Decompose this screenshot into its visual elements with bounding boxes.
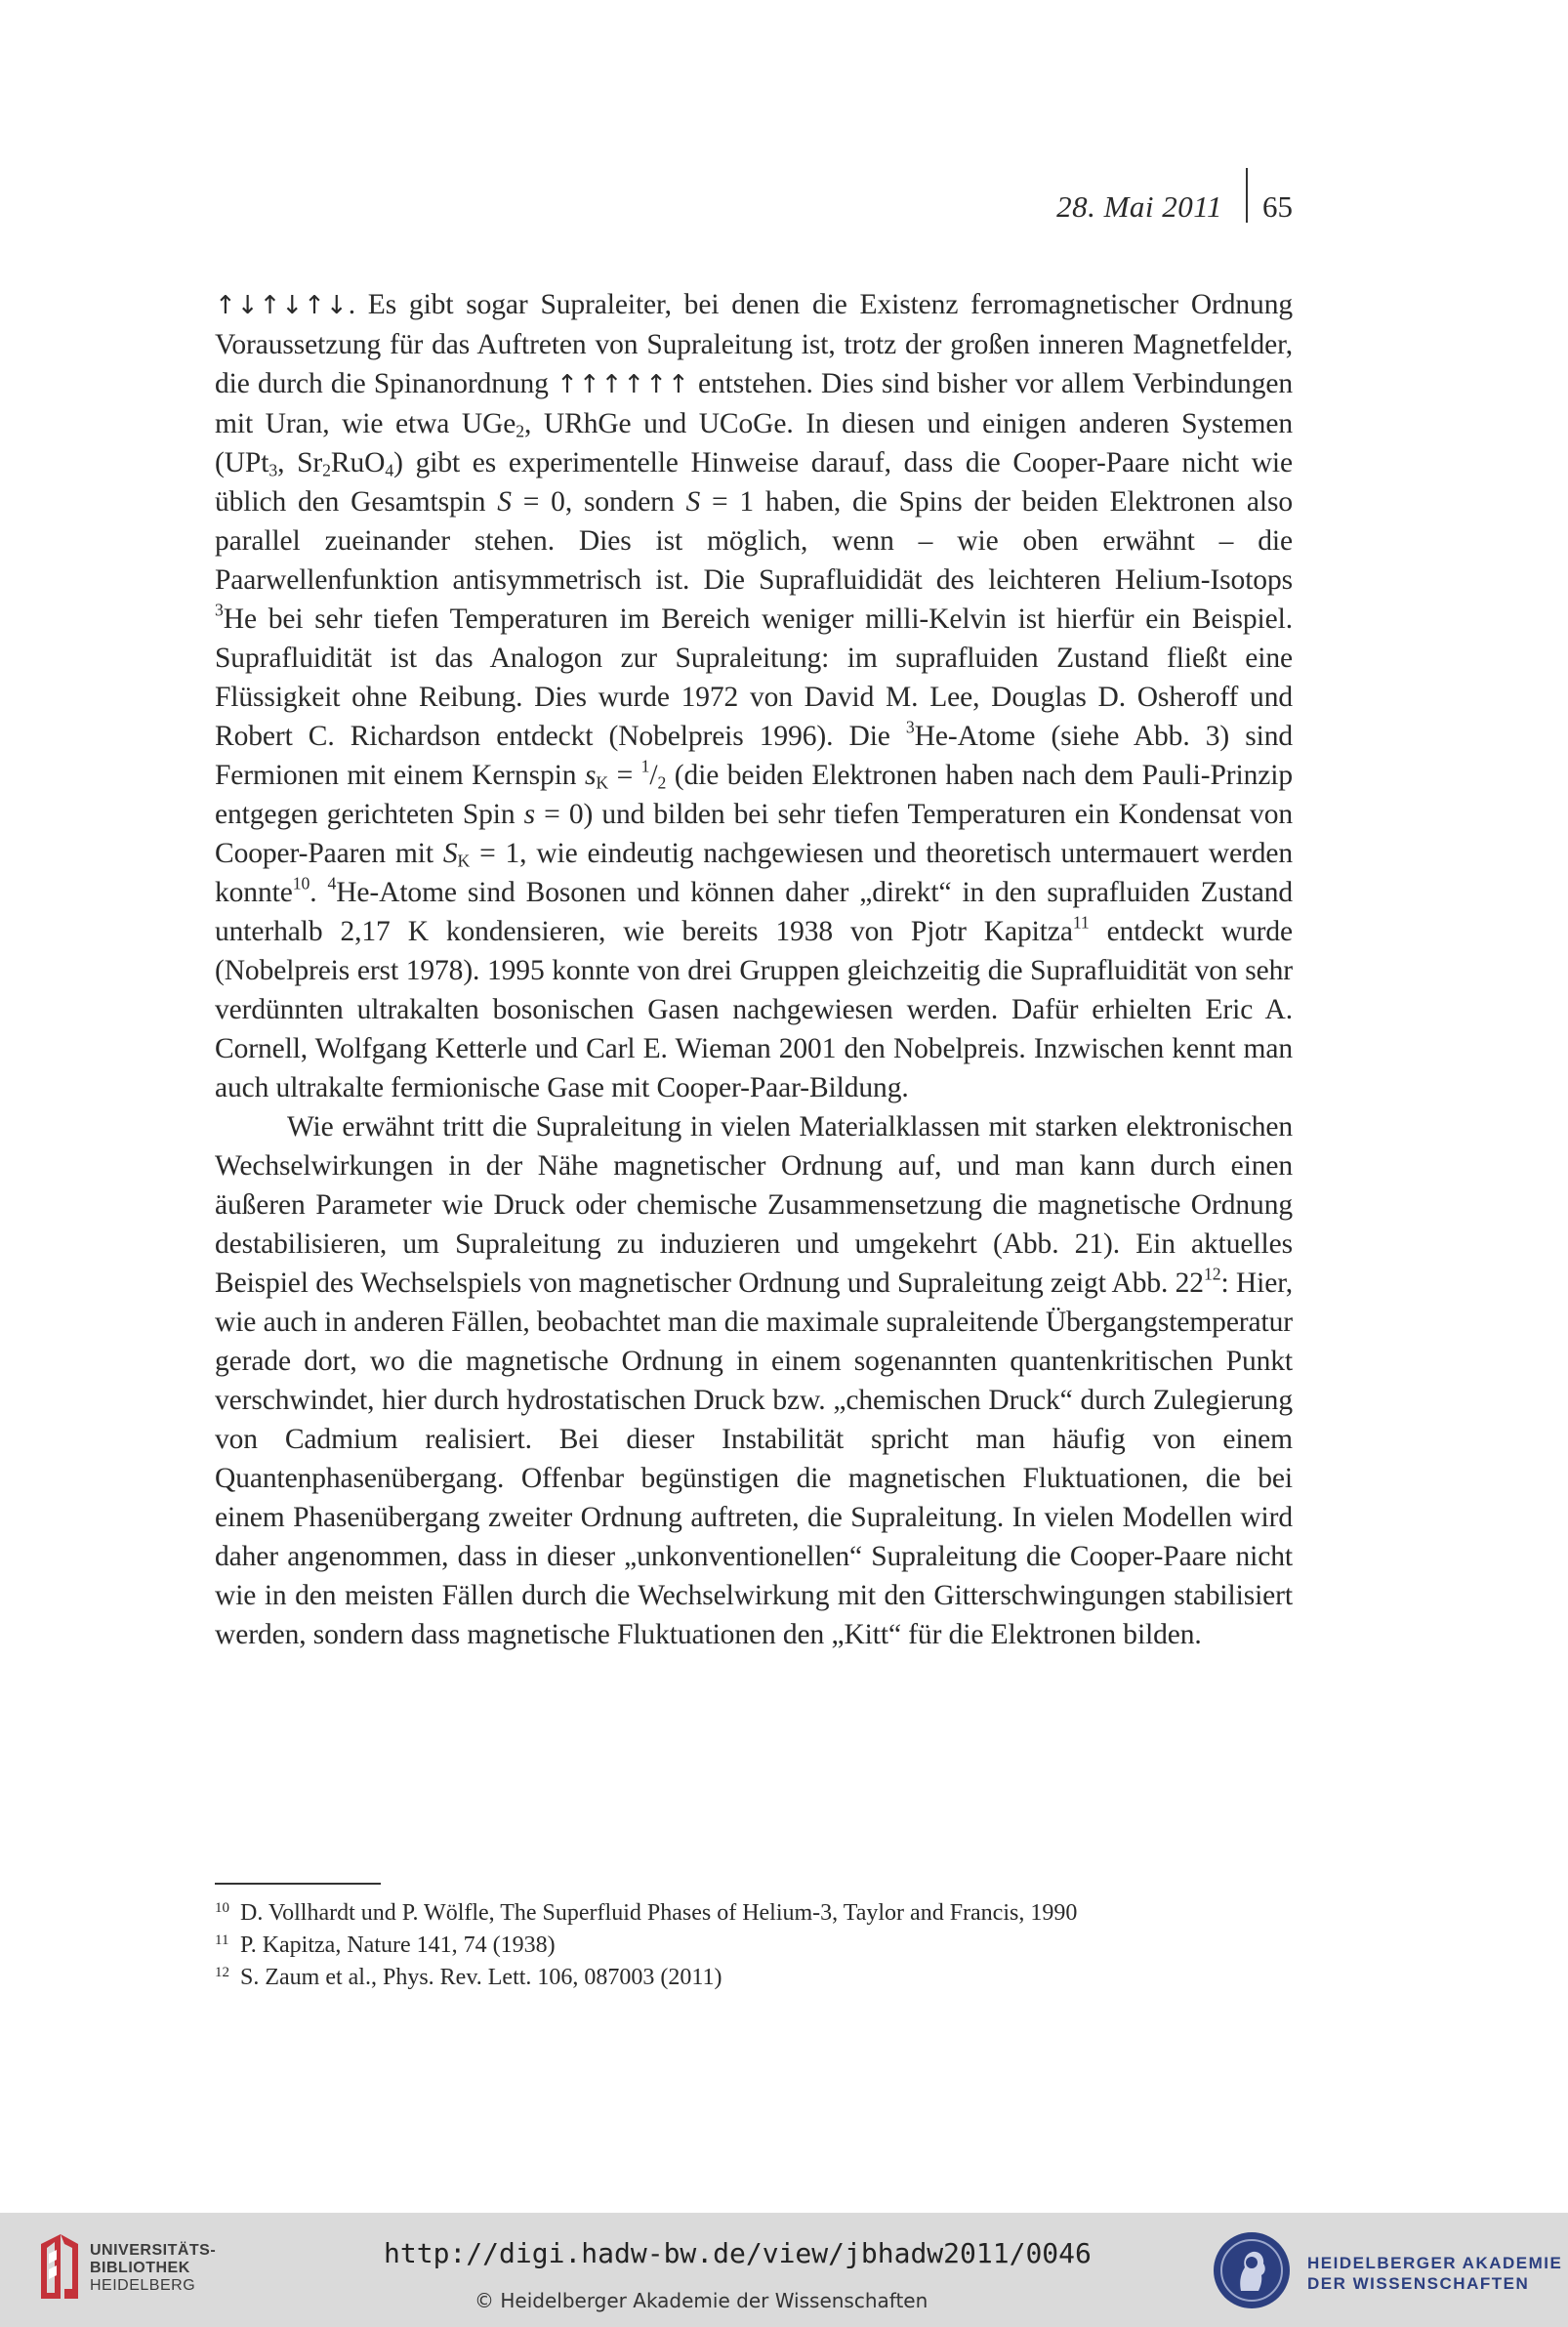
footnote-marker: 10: [215, 1900, 229, 1916]
subscript: K: [457, 851, 471, 871]
footnote-12: [215, 1962, 1293, 1994]
math-symbol: s: [584, 760, 597, 791]
subscript: 4: [385, 460, 394, 480]
subscript: K: [596, 772, 609, 793]
footnote-separator: [215, 1883, 381, 1885]
math-symbol: S: [497, 486, 512, 518]
footnote-marker: 11: [215, 1932, 229, 1948]
math-symbol: s: [523, 799, 536, 830]
superscript: 3: [905, 717, 915, 737]
running-head-date: 28. Mai 2011: [1056, 189, 1222, 224]
body-paragraph: Wie erwähnt tritt die Supraleitung in vielen Materialklassen mit starken elektronischen Wechselwirkungen in der Nähe magnetischer Ordnung auf, und man kann durch einen äußeren Parameter wie Druck oder chemische Zusammensetzung die magnetische Ordnung destabilisieren, um Supraleitung zu induzieren und umgekehrt (Abb. 21). Ein aktuelles Beispiel des Wechselspiels von magnetischer Ordnung und Supraleitung zeigt Abb. $22^{12}$: Hier, wie auch in anderen Fällen, beobachtet man die maximale supraleitende Übergangstemperatur gerade dort, wo die magnetische Ordnung in einem sogenannten quantenkritischen Punkt verschwindet, hier durch hydrostatischen Druck bzw. „chemischen Druck“ durch Zulegierung von Cadmium realisiert. Bei dieser Instabilität spricht man häufig von einem Quantenphasenübergang. Offenbar begünstigen die magnetischen Fluktuationen, die bei einem Phasenübergang zweiter Ordnung auftreten, die Supraleitung. In vielen Modellen wird daher angenommen, dass in dieser „unkonventionellen“ Supraleitung die Cooper-Paare nicht wie in den meisten Fällen durch die Wechselwirkung mit den Gitterschwingungen stabilisiert werden, sondern dass magnetische Fluktuationen den „Kitt“ für die Elektronen bilden.: [215, 1111, 1294, 1650]
copyright-notice: © Heidelberger Akademie der Wissenschaften: [475, 2289, 928, 2312]
footnote-text: S. Zaum et al., Phys. Rev. Lett. 106, 087003 (2011): [240, 1965, 722, 1990]
spin-arrows: ↑↑↑↑↑↑: [557, 370, 690, 399]
footnote-text: P. Kapitza, Nature 141, 74 (1938): [240, 1932, 556, 1958]
footnote-text: D. Vollhardt und P. Wölfle, The Superfluid Phases of Helium-3, Taylor and Francis, 1990: [240, 1900, 1078, 1926]
subscript: 3: [268, 460, 278, 480]
footnote-11: [215, 1930, 1293, 1962]
math-symbol: S: [442, 838, 458, 869]
running-head-divider: [1246, 168, 1248, 223]
university-library-logo-icon[interactable]: [37, 2230, 82, 2303]
page-number: 65: [1262, 189, 1293, 224]
body-paragraph: ↑↓↑↓↑↓. Es gibt sogar Supraleiter, bei denen die Existenz ferromagnetischer Ordnung Voraussetzung für das Auftreten von Supraleitung ist, trotz der großen inneren Magnetfelder, die durch die Spinanordnung ↑↑↑↑↑↑ entstehen. Dies sind bisher vor allem Verbindungen mit Uran, wie etwa UGe$_2$, URhGe und UCoGe. In diesen und einigen anderen Systemen (UPt$_3$, $Sr_2RuO_4$) gibt es experimentelle Hinweise darauf, dass die Cooper-Paare nicht wie üblich den Gesamtspin S = 0, sondern S = 1 haben, die Spins der beiden Elektronen also parallel zueinander stehen. Dies ist möglich, wenn – wie oben erwähnt – die Paarwellenfunktion antisymmetrisch ist. Die Suprafluididät des leichteren Helium-Isotops $^3$He bei sehr tiefen Temperaturen im Bereich weniger milli-Kelvin ist hierfür ein Beispiel. Suprafluidität ist das Analogon zur Supraleitung: im suprafluiden Zustand fließt eine Flüssigkeit ohne Reibung. Dies wurde 1972 von David M. Lee, Douglas D. Osheroff und Robert C. Richardson entdeckt (Nobelpreis 1996). Die $^3$He-Atome (siehe Abb. 3) sind Fermionen mit einem Kernspin $s_K = ^1/_2$ (die beiden Elektronen haben nach dem Pauli-Prinzip entgegen gerichteten Spin s = 0) und bilden bei sehr tiefen Temperaturen ein Kondensat von Cooper-Paaren mit $S_K = 1$, wie eindeutig nachgewiesen und theoretisch untermauert werden konnte$^{10}$. $^4$He-Atome sind Bosonen und können daher „direkt“ in den suprafluiden Zustand unterhalb 2,17 K kondensieren, wie bereits 1938 von Pjotr Kapitza$^{11}$ entdeckt wurde (Nobelpreis erst 1978). 1995 konnte von drei Gruppen gleichzeitig die Suprafluidität von sehr verdünnten ultrakalten bosonischen Gasen nachgewiesen werden. Dafür erhielten Eric A. Cornell, Wolfgang Ketterle und Carl E. Wieman 2001 den Nobelpreis. Inzwischen kennt man auch ultrakalte fermionische Gase mit Cooper-Paar-Bildung.: [215, 289, 1294, 1103]
footnotes: [215, 1897, 1293, 1994]
subscript: 2: [657, 772, 667, 793]
math-symbol: S: [685, 486, 701, 518]
superscript: 12: [1203, 1264, 1221, 1284]
superscript: 4: [327, 873, 337, 893]
superscript: 3: [215, 600, 224, 620]
subscript: 2: [322, 460, 331, 480]
academy-seal-icon[interactable]: [1212, 2230, 1292, 2310]
superscript: 1: [640, 756, 650, 776]
footnote-marker: 12: [215, 1965, 229, 1980]
superscript: 10: [292, 873, 310, 893]
superscript: 11: [1072, 912, 1090, 933]
academy-name: HEIDELBERGER AKADEMIE DER WISSENSCHAFTEN: [1307, 2254, 1563, 2293]
digitization-footer: [0, 2213, 1568, 2327]
source-url-link[interactable]: http://digi.hadw-bw.de/view/jbhadw2011/0046: [384, 2237, 1092, 2269]
subscript: 2: [516, 421, 525, 441]
university-library-name: UNIVERSITÄTS- BIBLIOTHEK HEIDELBERG: [90, 2242, 217, 2294]
spin-arrows: ↑↓↑↓↑↓: [215, 291, 349, 320]
body-text: [215, 285, 1293, 1654]
footnote-10: [215, 1897, 1293, 1930]
